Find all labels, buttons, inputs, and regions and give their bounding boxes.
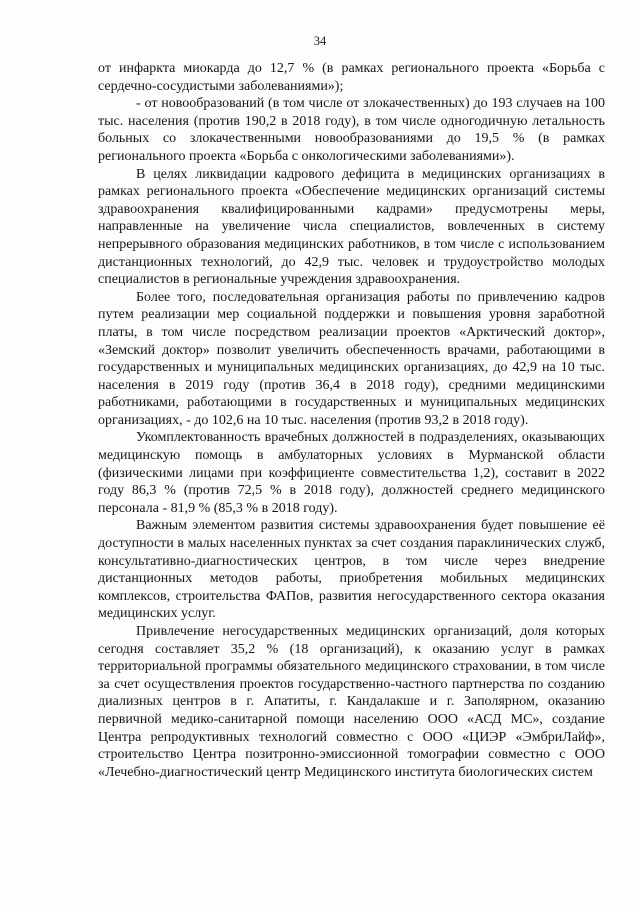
paragraph-accessibility: Важным элементом развития системы здравоохранения будет повышение её доступности в малых населенных пунктах за счет создания параклинических служб, консультативно-диагностических центров, в том числе через внедрение дистанционных методов работы, приобретения мобильных медицинских комплексов, строительства ФАПов, развития негосударственного сектора оказания медицинских услуг. — [98, 518, 605, 622]
paragraph-staff-attraction: Более того, последовательная организация работы по привлечению кадров путем реализации мер социальной поддержки и повышения уровня заработной платы, в том числе посредством реализации проектов «Арктический доктор», «Земский доктор» позволит увеличить обеспеченность врачами, работающими в государственных и муниципальных медицинских организациях, до 42,9 на 10 тыс. населения в 2019 году (против 36,4 в 2018 году), средними медицинскими работниками, работающими в государственных и муниципальных медицинских организациях, - до 102,6 на 10 тыс. населения (против 93,2 в 2018 году). — [98, 289, 605, 428]
paragraph-mortality-heart: от инфаркта миокарда до 12,7 % (в рамках регионального проекта «Борьба с сердечно-сосудистыми заболеваниями»); — [98, 61, 605, 94]
paragraph-staff-deficit: В целях ликвидации кадрового дефицита в медицинских организациях в рамках регионального проекта «Обеспечение медицинских организаций системы здравоохранения квалифицированными кадрами» предусмотрены меры, направленные на увеличение числа специалистов, вовлеченных в систему непрерывного образования медицинских работников, в том числе с использованием дистанционных технологий, до 42,9 тыс. человек и трудоустройство молодых специалистов в региональные учреждения здравоохранения. — [98, 166, 605, 288]
document-body — [98, 60, 605, 781]
paragraph-mortality-cancer: - от новообразований (в том числе от злокачественных) до 193 случаев на 100 тыс. населения (против 190,2 в 2018 году), в том числе одногодичную летальность больных со злокачественными новообразованиями до 19,5 % (в рамках регионального проекта «Борьба с онкологическими заболеваниями»). — [98, 96, 605, 164]
paragraph-private-organizations: Привлечение негосударственных медицинских организаций, доля которых сегодня составляет 35,2 % (18 организаций), к оказанию услуг в рамках территориальной программы обязательного медицинского страховании, в том числе за счет осуществления проектов государственно-частного партнерства по созданию диализных центров в г. Апатиты, г. Кандалакше и г. Заполярном, оказанию первичной медико-санитарной помощи населению ООО «АСД МС», создание Центра репродуктивных технологий совместно с ООО «ЦИЭР «ЭмбриЛайф», строительство Центра позитронно-эмиссионной томографии совместно с ООО «Лечебно-диагностический центр Медицинского института биологических систем — [98, 624, 605, 780]
page-number: 34 — [313, 34, 327, 48]
paragraph-staffing-level: Укомплектованность врачебных должностей в подразделениях, оказывающих медицинскую помощь в амбулаторных условиях в Мурманской области (физическими лицами при коэффициенте совместительства 1,2), составит в 2022 году 86,3 % (против 72,5 % в 2018 году), должностей среднего медицинского персонала - 81,9 % (85,3 % в 2018 году). — [98, 430, 605, 516]
